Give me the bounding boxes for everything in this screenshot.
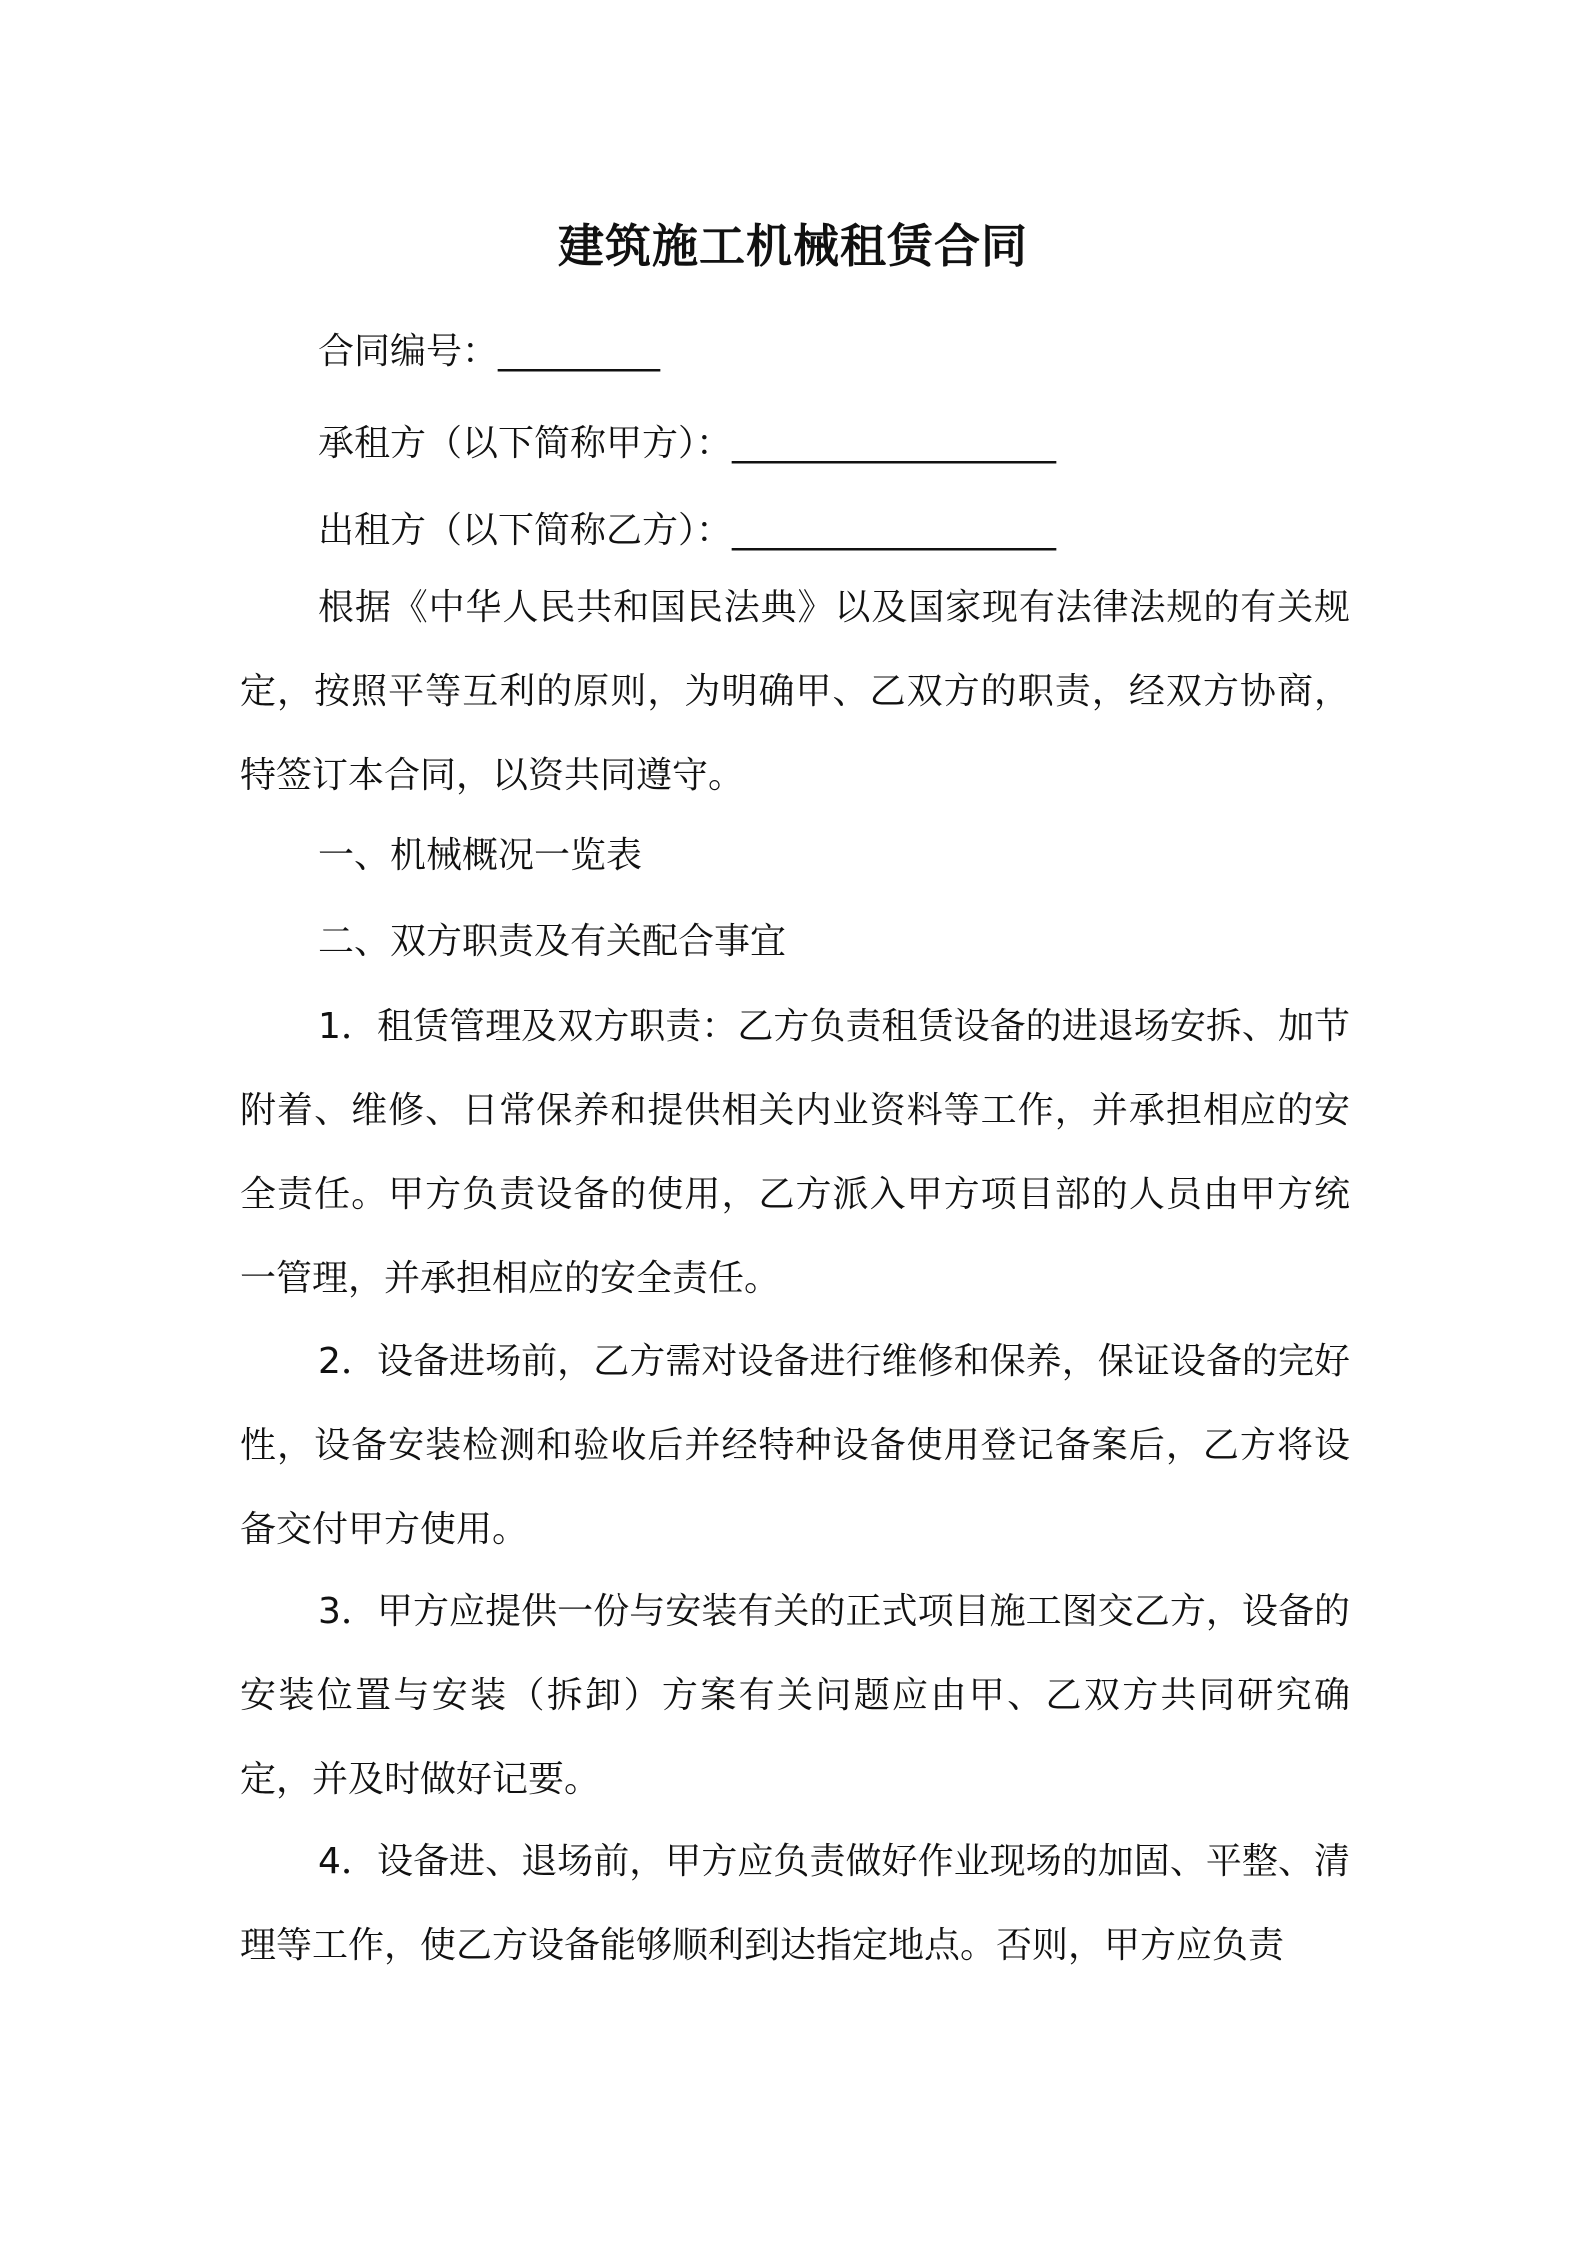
clause-1-paragraph: 1．租赁管理及双方职责：乙方负责租赁设备的进退场安拆、加节附着、维修、日常保养和提供相关内业资料等工作，并承担相应的安全责任。甲方负责设备的使用，乙方派入甲方项目部的人员由甲方统一管理，并承担相应的安全责任。 xyxy=(240,1006,1350,1299)
section-heading-2: 二、双方职责及有关配合事宜 xyxy=(318,921,787,962)
clause-2-paragraph: 2．设备进场前，乙方需对设备进行维修和保养，保证设备的完好性，设备安装检测和验收后并经特种设备使用登记备案后，乙方将设备交付甲方使用。 xyxy=(240,1341,1350,1550)
lessor-line: 出租方（以下简称乙方）：__________________ xyxy=(318,510,1057,551)
document-title: 建筑施工机械租赁合同 xyxy=(558,219,1028,273)
clause-4-paragraph: 4．设备进、退场前，甲方应负责做好作业现场的加固、平整、清理等工作，使乙方设备能够顺利到达指定地点。否则，甲方应负责 xyxy=(240,1841,1350,1966)
preamble-paragraph: 根据《中华人民共和国民法典》以及国家现有法律法规的有关规定，按照平等互利的原则，为明确甲、乙双方的职责，经双方协商，特签订本合同，以资共同遵守。 xyxy=(240,587,1350,796)
contract-number-line: 合同编号：_________ xyxy=(318,331,661,372)
clause-3-paragraph: 3．甲方应提供一份与安装有关的正式项目施工图交乙方，设备的安装位置与安装（拆卸）方案有关问题应由甲、乙双方共同研究确定，并及时做好记要。 xyxy=(240,1591,1350,1800)
section-heading-1: 一、机械概况一览表 xyxy=(318,835,643,876)
lessee-line: 承租方（以下简称甲方）：__________________ xyxy=(318,423,1057,464)
